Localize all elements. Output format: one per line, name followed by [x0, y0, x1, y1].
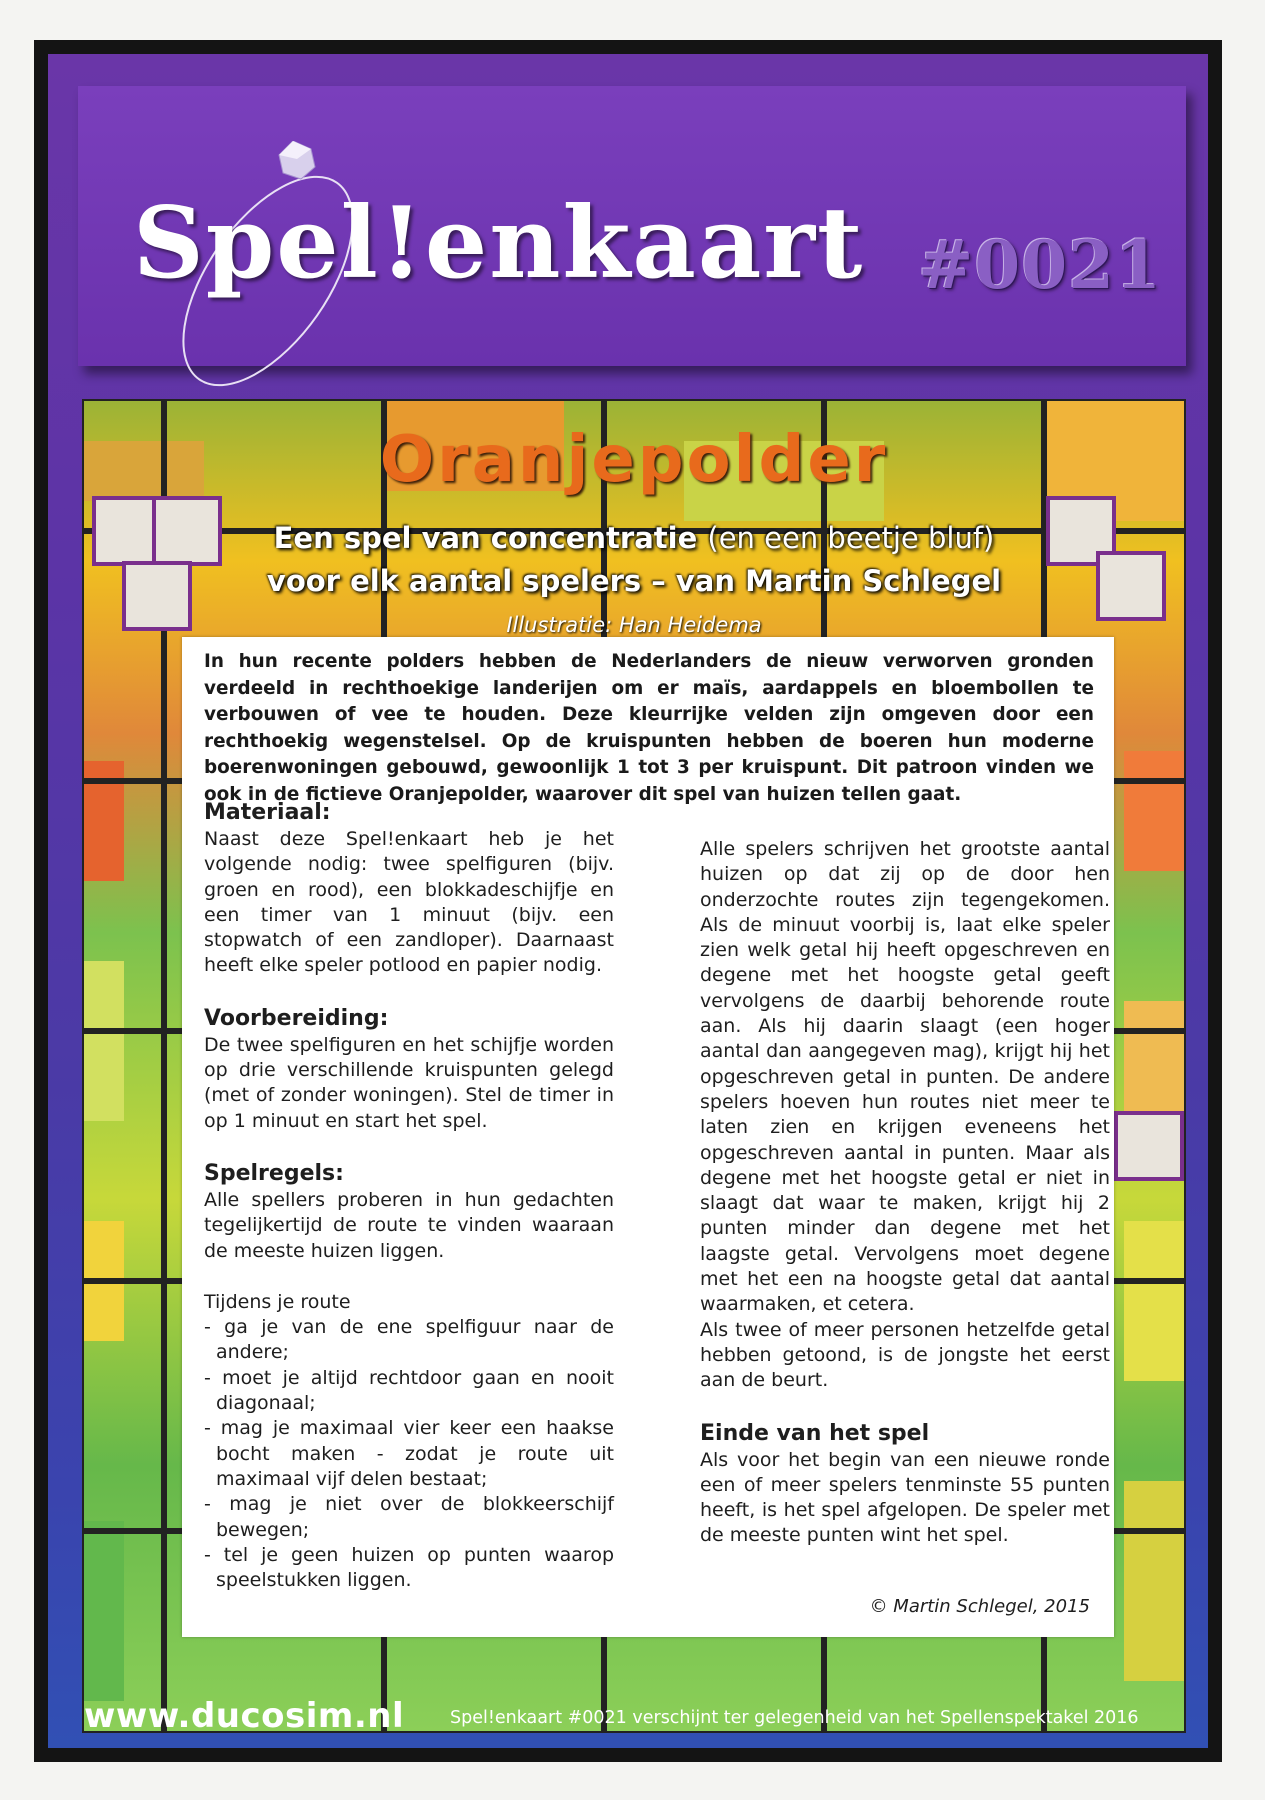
intro-text: In hun recente polders hebben de Nederlanders de nieuw verworven gronden verdeeld in rechthoekige landerijen om er maïs, aardappels en bloembollen te verbouwen of vee te houden. Deze kleurrijke velden zijn omgeven door een rechthoekig wegenstelsel. Op de kruispunten hebben de boeren hun moderne boerenwoningen gebouwd, gewoonlijk 1 tot 3 per kruispunt. Dit patroon vinden we ook in de fictieve Oranjepolder, waarover dit spel van huizen tellen gaat. — [204, 651, 1094, 805]
left-column — [204, 799, 614, 1593]
illustration-credit: Illustratie: Han Heidema — [506, 613, 762, 637]
route-rules-list — [204, 1315, 614, 1593]
scoring-text: Alle spelers schrijven het grootste aantal huizen op dat zij op de door hen onderzochte routes zijn tegengekomen. Als de minuut voorbij is, laat elke speler zien welk getal hij heeft opgeschreven en degene met het hoogste getal geeft vervolgens de daarbij behorende route aan. Als hij daarin slaagt (een hoger aantal dan aangegeven mag), krijgt hij het opgeschreven getal in punten. De andere spelers hoeven hun routes niet meer te laten zien en krijgen eveneens het opgeschreven aantal in punten. Maar als degene met het hoogste getal er niet in slaagt dat waar te maken, krijgt hij 2 punten minder dan degene met het laagste getal. Vervolgens moet degene met het een na hoogste getal dat aantal waarmaken, et cetera. — [700, 838, 1110, 1316]
list-item: - tel je geen huizen op punten waarop speelstukken liggen. — [204, 1543, 614, 1592]
subtitle-light: (en een beetje bluf) — [707, 521, 995, 555]
right-column — [700, 837, 1110, 1549]
game-board — [82, 399, 1186, 1733]
list-item: - moet je altijd rechtdoor gaan en nooit diagonaal; — [204, 1366, 614, 1415]
game-subtitle-players: voor elk aantal spelers – van Martin Schlegel — [266, 564, 1002, 598]
route-intro: Tijdens je route — [204, 1290, 351, 1313]
card-background — [48, 54, 1208, 1748]
card-number: #0021 — [918, 226, 1162, 304]
materiaal-heading: Materiaal: — [204, 800, 331, 825]
rules-panel — [182, 637, 1114, 1637]
game-card — [34, 40, 1222, 1762]
list-item: - mag je maximaal vier keer een haakse bocht maken - zodat je route uit maximaal vijf delen bestaat; — [204, 1417, 614, 1490]
einde-text: Als voor het begin van een nieuwe ronde een of meer spelers tenminste 55 punten heeft, is het spel afgelopen. De speler met de meeste punten wint het spel. — [700, 1448, 1110, 1547]
spelregels-heading: Spelregels: — [204, 1160, 344, 1186]
card-title: Spel!enkaart — [133, 186, 865, 301]
list-item: - ga je van de ene spelfiguur naar de andere; — [204, 1316, 614, 1364]
house-tile-icon — [1114, 1111, 1184, 1181]
voorbereiding-text: De twee spelfiguren en het schijfje worden op drie verschillende kruispunten gelegd (met of zonder woningen). Stel de timer in op 1 minuut en start het spel. — [204, 1033, 614, 1132]
list-item: - mag je niet over de blokkeerschijf bewegen; — [204, 1493, 614, 1541]
game-title: Oranjepolder — [379, 423, 889, 497]
footer-note: Spel!enkaart #0021 verschijnt ter gelegenheid van het Spellenspektakel 2016 — [450, 1708, 1139, 1728]
copyright: © Martin Schlegel, 2015 — [869, 1596, 1090, 1617]
materiaal-text: Naast deze Spel!enkaart heb je het volgende nodig: twee spelfiguren (bijv. groen en rood), een blokkadeschijfje en een timer van 1 minuut (bijv. een stopwatch of een zandloper). Daarnaast heeft elke speler potlood en papier nodig. — [204, 828, 614, 977]
einde-heading: Einde van het spel — [700, 1420, 930, 1446]
footer-website-link[interactable]: www.ducosim.nl — [84, 1696, 405, 1736]
subtitle-bold: Een spel van concentratie — [273, 521, 698, 555]
tie-text: Als twee of meer personen hetzelfde getal hebben getoond, is de jongste het eerst aan de beurt. — [700, 1318, 1110, 1392]
game-subtitle — [84, 521, 1184, 555]
title-banner — [78, 86, 1186, 366]
spelregels-text: Alle spellers proberen in hun gedachten tegelijkertijd de route te vinden waaraan de meeste huizen liggen. — [204, 1188, 614, 1262]
voorbereiding-heading: Voorbereiding: — [204, 1005, 389, 1031]
